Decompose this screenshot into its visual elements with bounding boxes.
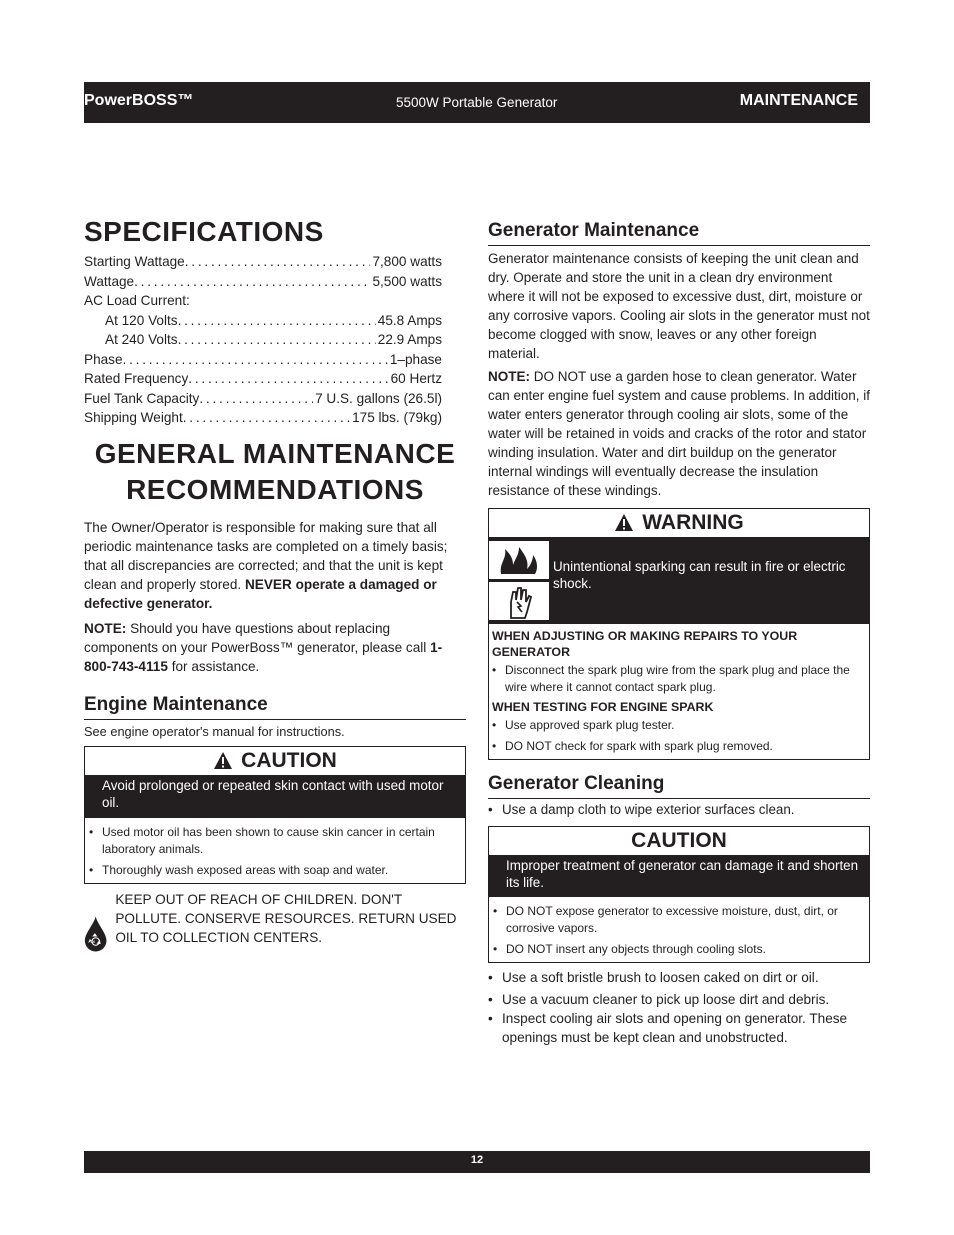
engine-maintenance-text: See engine operator's manual for instructions. [84,723,345,739]
spec-row [84,291,442,311]
generator-maintenance-title: Generator Maintenance [488,218,870,246]
spec-row [84,330,442,350]
warning-subheading: WHEN TESTING FOR ENGINE SPARK [492,699,714,714]
list-item: • Use approved spark plug tester. [492,717,863,734]
generator-maintenance-text: Generator maintenance consists of keeping the unit clean and dry. Operate and store the unit in a clean dry environment where it will not be exposed to excessive dust, dirt, moisture or any corrosive vapors. Cooling air slots in the generator must not become clogged with snow, leaves or any other foreign material. [488,251,870,361]
spec-list [84,252,466,428]
warning-dark-text: Unintentional sparking can result in fire or electric shock. [553,558,846,592]
note-end: for assistance. [171,658,260,674]
spec-label: Rated Frequency [84,371,189,386]
brand-name: PowerBOSS™ [84,92,194,109]
list-item: • Disconnect the spark plug wire from the spark plug and place the wire where it cannot contact spark plug. [492,662,863,696]
warning-list [492,660,863,696]
spec-value: 22.9 Amps [377,332,442,347]
caution-title: CAUTION [241,748,337,772]
caution-header [85,747,465,775]
general-title [84,436,466,508]
recycle-text: KEEP OUT OF REACH OF CHILDREN. DON'T POLLUTE. CONSERVE RESOURCES. RETURN USED OIL TO COLLECTION CENTERS. [115,891,457,945]
list-item: • Inspect cooling air slots and opening on generator. These openings must be kept clean and unobstructed. [488,1009,870,1047]
list-item: • Use a soft bristle brush to loosen caked on dirt or oil. [488,968,870,987]
cleaning-first-list [488,800,870,819]
warning-list [492,715,863,755]
spec-row [84,350,442,370]
list-item: • DO NOT insert any objects through cooling slots. [493,941,863,958]
spec-row [84,389,442,409]
caution-header [489,827,869,855]
warning-header [489,509,869,537]
note-label: NOTE: [84,620,127,636]
engine-caution-box [84,746,466,884]
list-item: • Used motor oil has been shown to cause skin cancer in certain laboratory animals. [89,824,459,858]
section-name: MAINTENANCE [739,92,858,109]
general-warning-text: NEVER operate a damaged or defective generator. [84,576,437,611]
generator-maintenance-note [488,368,870,500]
spec-label: Shipping Weight [84,410,183,425]
fire-icon [489,541,549,579]
note-text: DO NOT use a garden hose to clean generator. Water can enter engine fuel system and cause problems. In addition, if water enters generator through cooling air slots, some of the water will be retained in voids and cracks of the rotor and stator winding insulation. Water and dirt buildup on the generator internal windings will eventually decrease the insulation resistance of these windings. [488,369,870,498]
general-text: The Owner/Operator is responsible for making sure that all periodic maintenance tasks are completed on a timely basis; that all discrepancies are corrected; and that the unit is kept clean and properly stored. [84,519,448,592]
general-paragraph [84,518,466,613]
caution-list [85,818,465,883]
caution-title: CAUTION [631,828,727,852]
warning-subheading: WHEN ADJUSTING OR MAKING REPAIRS TO YOUR GENERATOR [492,628,798,659]
header-bar [84,82,870,123]
footer-bar [84,1151,870,1173]
hazard-icons [489,537,549,624]
spec-value: 60 Hertz [390,371,442,386]
oil-recycle-notice [84,890,466,978]
right-column [488,218,870,1047]
spec-value: 7 U.S. gallons (26.5l) [315,390,442,406]
spec-label: Phase [84,351,123,367]
spec-value: 5,500 watts [372,273,442,289]
engine-maintenance-title: Engine Maintenance [84,692,466,720]
list-item: • Thoroughly wash exposed areas with soap and water. [89,862,459,879]
warning-title: WARNING [642,510,744,534]
page-number: 12 [470,1154,484,1166]
warning-triangle-icon [614,513,634,532]
spec-label: At 120 Volts [105,312,178,328]
list-item: • Use a vacuum cleaner to pick up loose dirt and debris. [488,990,870,1009]
generator-cleaning-title: Generator Cleaning [488,771,870,799]
list-item: • DO NOT check for spark with spark plug removed. [492,738,863,755]
general-title-line2: RECOMMENDATIONS [126,473,424,505]
list-item: • DO NOT expose generator to excessive moisture, dust, dirt, or corrosive vapors. [493,903,863,937]
oil-recycle-icon [84,890,107,978]
caution-dark-band: Improper treatment of generator can damage it and shorten its life. [489,855,869,897]
spec-label: AC Load Current: [84,293,190,308]
spec-row [84,272,442,292]
spec-value: 45.8 Amps [377,312,442,328]
specifications-title: SPECIFICATIONS [84,216,324,247]
left-column [84,214,466,978]
note-text: Should you have questions about replacing components on your PowerBoss™ generator, please call [84,620,427,655]
caution-list [489,897,869,962]
electric-shock-icon [489,582,549,620]
warning-dark-band [489,537,869,624]
list-item: • Use a damp cloth to wipe exterior surfaces clean. [488,800,870,819]
cleaning-list [488,968,870,1047]
warning-triangle-icon [213,751,233,770]
spec-row [84,252,442,272]
spec-label: Starting Wattage [84,254,185,269]
spec-row [84,408,442,428]
warning-box [488,508,870,760]
spec-row [84,311,442,331]
spec-label: At 240 Volts [105,332,178,347]
spec-value: 1–phase [389,351,442,367]
oil-label: Oil [90,939,96,944]
general-note [84,619,466,676]
warning-details [489,624,869,759]
spec-value: 175 lbs. (79kg) [352,410,442,425]
spec-label: Wattage [84,273,135,289]
spec-label: Fuel Tank Capacity [84,390,200,406]
phone-number: 1-800-743-4115 [84,639,443,674]
general-title-line1: GENERAL MAINTENANCE [94,437,456,469]
spec-value: 7,800 watts [372,254,442,269]
note-label: NOTE: [488,369,530,385]
caution-dark-band: Avoid prolonged or repeated skin contact with used motor oil. [85,775,465,818]
spec-row [84,369,442,389]
cleaning-caution-box [488,826,870,963]
product-name: 5500W Portable Generator [396,95,558,110]
